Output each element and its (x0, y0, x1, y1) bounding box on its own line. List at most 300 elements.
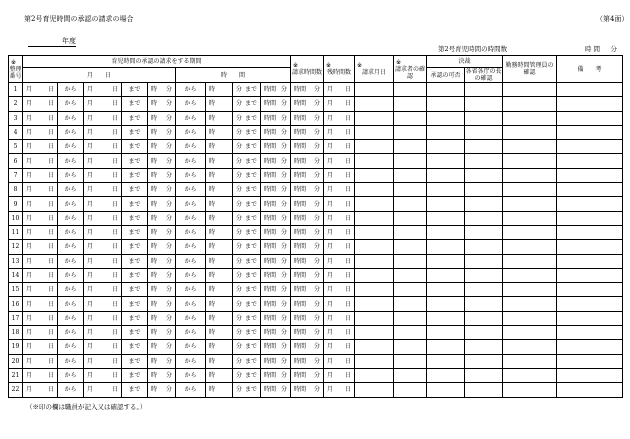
request-date-cell: 月 日 (324, 283, 355, 297)
approval-cell (394, 154, 427, 168)
from-label: から (176, 254, 206, 268)
start-time: 時 分 (148, 168, 176, 182)
end-hour: 時 (206, 283, 233, 297)
end-minute: 分 まで (233, 197, 261, 211)
from-label: から (176, 368, 206, 382)
requester-confirm-cell (355, 83, 394, 97)
end-date: 月 日 (84, 83, 122, 97)
from-label: から (58, 111, 84, 125)
end-minute: 分 まで (233, 168, 261, 182)
blank-cell (557, 311, 623, 325)
start-time: 時 分 (148, 297, 176, 311)
start-date: 月 日 (23, 283, 58, 297)
approval-cell (394, 111, 427, 125)
end-minute: 分 まで (233, 326, 261, 340)
start-time: 時 分 (148, 183, 176, 197)
start-time: 時 分 (148, 368, 176, 382)
from-label: から (176, 311, 206, 325)
end-hour: 時 (206, 225, 233, 239)
approval-cell (394, 311, 427, 325)
claimed-hours-cell: 時間 分 (261, 154, 291, 168)
from-label: から (58, 97, 84, 111)
request-date-cell: 月 日 (324, 211, 355, 225)
until-label: まで (122, 125, 148, 139)
row-number: 17 (9, 311, 23, 325)
requester-confirm-cell (355, 354, 394, 368)
remarks-cell (503, 97, 557, 111)
table-row (9, 197, 623, 211)
end-minute: 分 まで (233, 283, 261, 297)
blank-cell (557, 168, 623, 182)
table-row (9, 383, 623, 397)
from-label: から (58, 368, 84, 382)
approval-cell (394, 340, 427, 354)
approval-cell (394, 197, 427, 211)
remaining-hours-cell: 時間 分 (291, 254, 324, 268)
start-time: 時 分 (148, 340, 176, 354)
remaining-hours-header: ※ 残時間数 (324, 56, 355, 83)
start-time: 時 分 (148, 240, 176, 254)
total-hours-label: 第2号育児時間の時間数 (438, 45, 508, 53)
manager-confirm-cell (465, 83, 503, 97)
requester-confirm-cell (355, 340, 394, 354)
request-date-cell: 月 日 (324, 183, 355, 197)
from-label: から (176, 383, 206, 397)
request-date-header: ※ 請求月日 (355, 56, 394, 83)
mark: ※ (11, 58, 17, 66)
end-hour: 時 (206, 154, 233, 168)
requester-confirm-cell (355, 125, 394, 139)
requester-confirm-cell (355, 268, 394, 282)
start-date: 月 日 (23, 383, 58, 397)
chief-confirm-cell (427, 168, 465, 182)
end-date: 月 日 (84, 154, 122, 168)
claimed-hours-cell: 時間 分 (261, 111, 291, 125)
start-time: 時 分 (148, 225, 176, 239)
end-date: 月 日 (84, 268, 122, 282)
manager-confirm-cell (465, 311, 503, 325)
manager-confirm-cell (465, 183, 503, 197)
request-date-cell: 月 日 (324, 354, 355, 368)
row-number: 5 (9, 140, 23, 154)
end-date: 月 日 (84, 140, 122, 154)
remarks-cell (503, 197, 557, 211)
start-date: 月 日 (23, 83, 58, 97)
remaining-hours-cell: 時間 分 (291, 211, 324, 225)
from-label: から (176, 283, 206, 297)
blank-cell (557, 225, 623, 239)
until-label: まで (122, 197, 148, 211)
table-row (9, 240, 623, 254)
page-label: （第4面） (596, 15, 629, 23)
request-date-cell: 月 日 (324, 197, 355, 211)
remaining-hours-cell: 時間 分 (291, 283, 324, 297)
remarks-header: 備 考 (557, 56, 623, 83)
until-label: まで (122, 211, 148, 225)
remarks-cell (503, 268, 557, 282)
request-date-cell: 月 日 (324, 140, 355, 154)
until-label: まで (122, 340, 148, 354)
remarks-cell (503, 211, 557, 225)
approval-cell (394, 240, 427, 254)
claimed-hours-cell: 時間 分 (261, 97, 291, 111)
from-label: から (58, 297, 84, 311)
table-row (9, 340, 623, 354)
end-minute: 分 まで (233, 254, 261, 268)
request-table (8, 55, 623, 398)
start-time: 時 分 (148, 283, 176, 297)
chief-confirm-cell (427, 154, 465, 168)
table-row (9, 354, 623, 368)
manager-confirm-header: 勤務時間管理員の確認 (503, 56, 557, 83)
remaining-hours-cell: 時間 分 (291, 340, 324, 354)
requester-confirm-cell (355, 254, 394, 268)
page-title: 第2号育児時間の承認の請求の場合 (24, 15, 134, 23)
table-row (9, 368, 623, 382)
until-label: まで (122, 83, 148, 97)
month-day-header: 月 日 (23, 68, 176, 83)
requester-confirm-cell (355, 297, 394, 311)
until-label: まで (122, 140, 148, 154)
start-time: 時 分 (148, 254, 176, 268)
remarks-cell (503, 225, 557, 239)
blank-cell (557, 340, 623, 354)
request-date-cell: 月 日 (324, 268, 355, 282)
table-row (9, 225, 623, 239)
until-label: まで (122, 225, 148, 239)
until-label: まで (122, 311, 148, 325)
claimed-hours-cell: 時間 分 (261, 254, 291, 268)
request-date-cell: 月 日 (324, 168, 355, 182)
end-hour: 時 (206, 240, 233, 254)
claimed-hours-cell: 時間 分 (261, 297, 291, 311)
approval-cell (394, 183, 427, 197)
table-row (9, 83, 623, 97)
request-date-cell: 月 日 (324, 240, 355, 254)
start-time: 時 分 (148, 140, 176, 154)
remaining-hours-cell: 時間 分 (291, 111, 324, 125)
end-date: 月 日 (84, 125, 122, 139)
chief-confirm-cell (427, 283, 465, 297)
request-date-cell: 月 日 (324, 326, 355, 340)
from-label: から (176, 354, 206, 368)
remaining-hours-cell: 時間 分 (291, 383, 324, 397)
from-label: から (176, 97, 206, 111)
remarks-cell (503, 168, 557, 182)
from-label: から (176, 340, 206, 354)
blank-cell (557, 83, 623, 97)
claimed-hours-header: ※ 請求時間数 (291, 56, 324, 83)
end-minute: 分 まで (233, 125, 261, 139)
start-date: 月 日 (23, 268, 58, 282)
end-date: 月 日 (84, 168, 122, 182)
row-number: 3 (9, 111, 23, 125)
claimed-hours-cell: 時間 分 (261, 140, 291, 154)
start-date: 月 日 (23, 154, 58, 168)
chief-confirm-header: 各省各庁の長の確認 (465, 68, 502, 82)
remarks-cell (503, 340, 557, 354)
start-time: 時 分 (148, 354, 176, 368)
start-time: 時 分 (148, 83, 176, 97)
table-row (9, 97, 623, 111)
approval-cell (394, 211, 427, 225)
end-minute: 分 まで (233, 111, 261, 125)
claimed-hours-cell: 時間 分 (261, 268, 291, 282)
chief-confirm-cell (427, 183, 465, 197)
from-label: から (176, 326, 206, 340)
table-row (9, 326, 623, 340)
manager-confirm-cell (465, 197, 503, 211)
row-number: 8 (9, 183, 23, 197)
from-label: から (176, 183, 206, 197)
from-label: から (58, 154, 84, 168)
table-row (9, 211, 623, 225)
chief-confirm-cell (427, 268, 465, 282)
from-label: から (58, 211, 84, 225)
table-row (9, 254, 623, 268)
approval-cell (394, 283, 427, 297)
request-date-cell: 月 日 (324, 254, 355, 268)
requester-confirm-cell (355, 240, 394, 254)
requester-confirm-cell (355, 140, 394, 154)
remaining-hours-cell: 時間 分 (291, 311, 324, 325)
manager-confirm-cell (465, 368, 503, 382)
period-group-header: 育児時間の承認の請求をする期間 (23, 56, 291, 68)
request-date-cell: 月 日 (324, 225, 355, 239)
table-row (9, 183, 623, 197)
from-label: から (176, 111, 206, 125)
start-date: 月 日 (23, 225, 58, 239)
manager-confirm-cell (465, 297, 503, 311)
end-date: 月 日 (84, 354, 122, 368)
approval-cell (394, 140, 427, 154)
chief-confirm-cell (427, 211, 465, 225)
row-number: 12 (9, 240, 23, 254)
row-number: 16 (9, 297, 23, 311)
from-label: から (58, 311, 84, 325)
table-row (9, 111, 623, 125)
claimed-hours-cell: 時間 分 (261, 311, 291, 325)
remaining-hours-cell: 時間 分 (291, 183, 324, 197)
table-row (9, 154, 623, 168)
manager-confirm-cell (465, 254, 503, 268)
end-minute: 分 まで (233, 383, 261, 397)
end-hour: 時 (206, 268, 233, 282)
blank-cell (557, 368, 623, 382)
remarks-cell (503, 111, 557, 125)
end-hour: 時 (206, 297, 233, 311)
request-date-cell: 月 日 (324, 368, 355, 382)
claimed-hours-cell: 時間 分 (261, 240, 291, 254)
end-hour: 時 (206, 183, 233, 197)
claimed-hours-cell: 時間 分 (261, 125, 291, 139)
remarks-cell (503, 83, 557, 97)
requester-confirm-cell (355, 383, 394, 397)
manager-confirm-cell (465, 97, 503, 111)
end-minute: 分 まで (233, 211, 261, 225)
end-minute: 分 まで (233, 140, 261, 154)
table-row (9, 125, 623, 139)
from-label: から (58, 168, 84, 182)
blank-cell (557, 383, 623, 397)
row-number: 6 (9, 154, 23, 168)
claimed-hours-cell: 時間 分 (261, 326, 291, 340)
start-time: 時 分 (148, 154, 176, 168)
requester-confirm-cell (355, 183, 394, 197)
table-row (9, 168, 623, 182)
approval-cell (394, 354, 427, 368)
end-hour: 時 (206, 311, 233, 325)
row-number: 22 (9, 383, 23, 397)
start-time: 時 分 (148, 268, 176, 282)
end-hour: 時 (206, 83, 233, 97)
request-date-cell: 月 日 (324, 154, 355, 168)
row-number-header: ※ 整理番号 (9, 56, 23, 83)
row-number: 1 (9, 83, 23, 97)
chief-confirm-cell (427, 225, 465, 239)
until-label: まで (122, 183, 148, 197)
end-date: 月 日 (84, 283, 122, 297)
remaining-hours-cell: 時間 分 (291, 83, 324, 97)
claimed-hours-cell: 時間 分 (261, 183, 291, 197)
end-minute: 分 まで (233, 297, 261, 311)
row-number: 13 (9, 254, 23, 268)
table-row (9, 140, 623, 154)
from-label: から (58, 83, 84, 97)
remarks-cell (503, 154, 557, 168)
blank-cell (557, 268, 623, 282)
remarks-cell (503, 383, 557, 397)
end-minute: 分 まで (233, 240, 261, 254)
remaining-hours-cell: 時間 分 (291, 97, 324, 111)
request-date-cell: 月 日 (324, 111, 355, 125)
requester-confirm-cell (355, 326, 394, 340)
remarks-cell (503, 183, 557, 197)
claimed-hours-cell: 時間 分 (261, 225, 291, 239)
from-label: から (58, 283, 84, 297)
manager-confirm-cell (465, 383, 503, 397)
chief-confirm-cell (427, 340, 465, 354)
until-label: まで (122, 354, 148, 368)
chief-confirm-cell (427, 140, 465, 154)
until-label: まで (122, 254, 148, 268)
approval-cell (394, 125, 427, 139)
requester-confirm-cell (355, 225, 394, 239)
from-label: から (58, 197, 84, 211)
start-date: 月 日 (23, 168, 58, 182)
chief-confirm-cell (427, 254, 465, 268)
table-row (9, 297, 623, 311)
start-date: 月 日 (23, 326, 58, 340)
blank-cell (557, 183, 623, 197)
request-date-cell: 月 日 (324, 311, 355, 325)
from-label: から (58, 354, 84, 368)
manager-confirm-cell (465, 154, 503, 168)
blank-cell (557, 297, 623, 311)
approval-cell (394, 254, 427, 268)
claimed-hours-cell: 時間 分 (261, 197, 291, 211)
blank-cell (557, 154, 623, 168)
requester-confirm-cell (355, 211, 394, 225)
start-time: 時 分 (148, 197, 176, 211)
manager-confirm-cell (465, 111, 503, 125)
chief-confirm-cell (427, 97, 465, 111)
from-label: から (176, 125, 206, 139)
end-hour: 時 (206, 197, 233, 211)
requester-confirm-cell (355, 154, 394, 168)
manager-confirm-cell (465, 125, 503, 139)
row-number: 11 (9, 225, 23, 239)
claimed-hours-cell: 時間 分 (261, 168, 291, 182)
end-date: 月 日 (84, 97, 122, 111)
blank-cell (557, 326, 623, 340)
claimed-hours-cell: 時間 分 (261, 83, 291, 97)
from-label: から (176, 297, 206, 311)
manager-confirm-cell (465, 354, 503, 368)
remaining-hours-cell: 時間 分 (291, 125, 324, 139)
manager-confirm-cell (465, 268, 503, 282)
chief-confirm-cell (427, 383, 465, 397)
until-label: まで (122, 240, 148, 254)
remaining-hours-cell: 時間 分 (291, 268, 324, 282)
manager-confirm-cell (465, 283, 503, 297)
row-number: 2 (9, 97, 23, 111)
requester-confirm-cell (355, 111, 394, 125)
from-label: から (176, 83, 206, 97)
chief-confirm-cell (427, 297, 465, 311)
approval-cell (394, 83, 427, 97)
until-label: まで (122, 111, 148, 125)
blank-cell (557, 211, 623, 225)
approval-cell (394, 268, 427, 282)
from-label: から (176, 240, 206, 254)
row-number: 19 (9, 340, 23, 354)
from-label: から (58, 240, 84, 254)
manager-confirm-cell (465, 225, 503, 239)
table-row (9, 311, 623, 325)
end-hour: 時 (206, 254, 233, 268)
end-minute: 分 まで (233, 83, 261, 97)
start-time: 時 分 (148, 211, 176, 225)
chief-confirm-cell (427, 197, 465, 211)
footnote: （※印の欄は職員が記入又は確認する。） (26, 403, 147, 411)
from-label: から (58, 268, 84, 282)
from-label: から (58, 340, 84, 354)
start-time: 時 分 (148, 311, 176, 325)
manager-confirm-cell (465, 340, 503, 354)
end-minute: 分 まで (233, 268, 261, 282)
claimed-hours-cell: 時間 分 (261, 340, 291, 354)
until-label: まで (122, 297, 148, 311)
approval-cell (394, 168, 427, 182)
claimed-hours-cell: 時間 分 (261, 354, 291, 368)
start-date: 月 日 (23, 183, 58, 197)
start-date: 月 日 (23, 125, 58, 139)
table-row (9, 268, 623, 282)
from-label: から (58, 383, 84, 397)
start-date: 月 日 (23, 197, 58, 211)
claimed-hours-cell: 時間 分 (261, 283, 291, 297)
chief-confirm-cell (427, 125, 465, 139)
end-hour: 時 (206, 326, 233, 340)
end-minute: 分 まで (233, 311, 261, 325)
approval-cell (394, 368, 427, 382)
from-label: から (176, 268, 206, 282)
remaining-hours-cell: 時間 分 (291, 225, 324, 239)
remaining-hours-cell: 時間 分 (291, 240, 324, 254)
until-label: まで (122, 168, 148, 182)
until-label: まで (122, 383, 148, 397)
